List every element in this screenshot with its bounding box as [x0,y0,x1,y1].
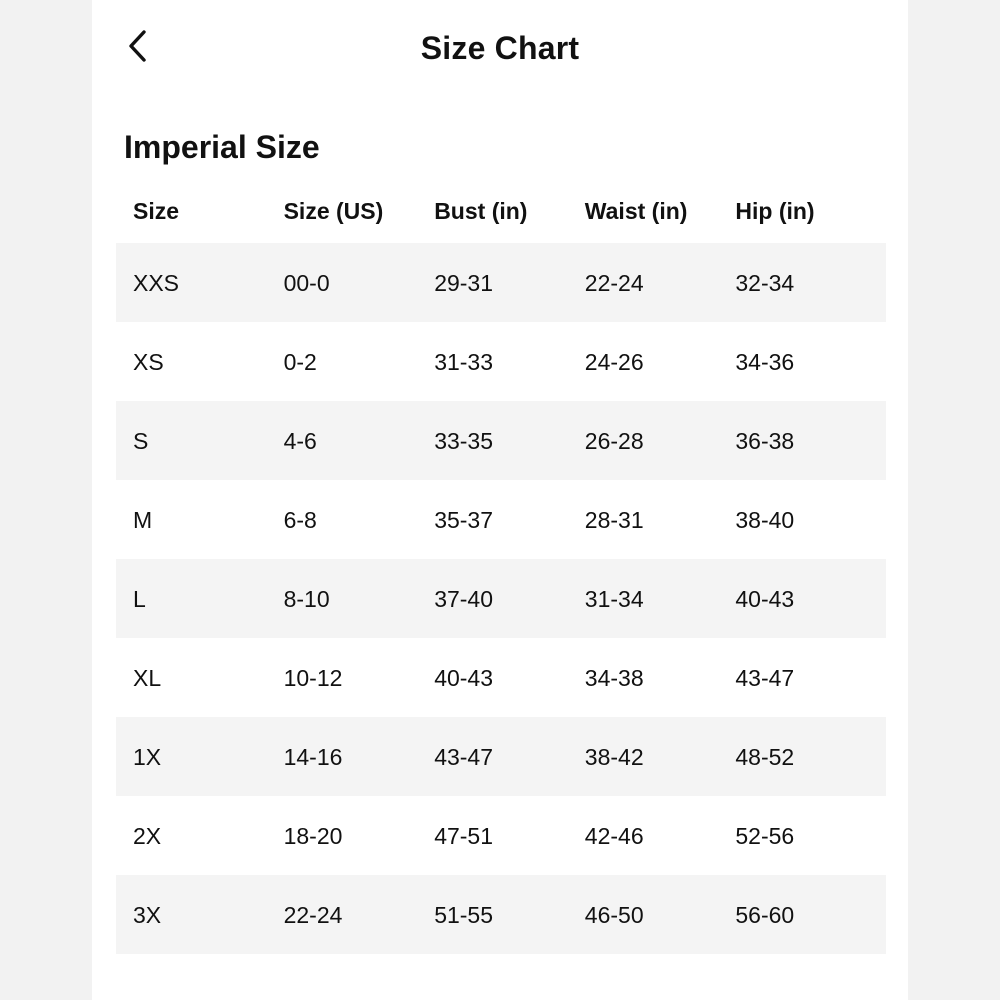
cell-bust: 40-43 [434,664,494,691]
table-row [116,796,886,875]
table-row [116,638,886,717]
cell-bust: 35-37 [434,506,494,533]
cell-hip: 32-34 [735,269,795,296]
cell-waist: 22-24 [584,269,644,296]
cell-size: M [133,506,153,533]
cell-hip: 52-56 [735,822,795,849]
table-row [116,322,886,401]
cell-size: L [133,585,146,612]
table-header-row [116,178,886,243]
table-row [116,243,886,322]
cell-size-us: 6-8 [283,506,317,533]
cell-hip: 34-36 [735,348,795,375]
cell-size-us: 0-2 [283,348,317,375]
cell-size-us: 10-12 [283,664,343,691]
column-header-waist: Waist (in) [584,197,688,224]
cell-bust: 33-35 [434,427,494,454]
size-table [116,178,886,954]
cell-size-us: 00-0 [283,269,330,296]
cell-size-us: 4-6 [283,427,317,454]
cell-bust: 37-40 [434,585,494,612]
cell-waist: 28-31 [584,506,644,533]
cell-size: 1X [133,743,162,770]
cell-size: S [133,427,149,454]
cell-size: 3X [133,901,162,928]
table-row [116,559,886,638]
cell-bust: 47-51 [434,822,494,849]
cell-bust: 43-47 [434,743,494,770]
cell-waist: 26-28 [584,427,644,454]
table-row [116,401,886,480]
cell-hip: 36-38 [735,427,795,454]
cell-size-us: 8-10 [283,585,330,612]
cell-hip: 38-40 [735,506,795,533]
cell-hip: 43-47 [735,664,795,691]
cell-waist: 42-46 [584,822,644,849]
cell-size-us: 18-20 [283,822,343,849]
cell-size: XL [133,664,162,691]
table-row [116,717,886,796]
cell-waist: 38-42 [584,743,644,770]
cell-hip: 48-52 [735,743,795,770]
page-title: Size Chart [420,30,580,66]
column-header-size-us: Size (US) [283,197,384,224]
cell-size-us: 22-24 [283,901,343,928]
cell-waist: 34-38 [584,664,644,691]
cell-hip: 40-43 [735,585,795,612]
cell-waist: 46-50 [584,901,644,928]
section-title: Imperial Size [124,129,320,165]
column-header-bust: Bust (in) [434,197,528,224]
table-row [116,875,886,954]
cell-waist: 31-34 [584,585,644,612]
column-header-hip: Hip (in) [735,197,815,224]
cell-bust: 31-33 [434,348,494,375]
cell-bust: 51-55 [434,901,494,928]
table-row [116,480,886,559]
cell-size: XS [133,348,164,375]
cell-waist: 24-26 [584,348,644,375]
cell-size: 2X [133,822,162,849]
cell-bust: 29-31 [434,269,494,296]
cell-hip: 56-60 [735,901,795,928]
cell-size: XXS [133,269,180,296]
column-header-size: Size [133,197,180,224]
cell-size-us: 14-16 [283,743,343,770]
